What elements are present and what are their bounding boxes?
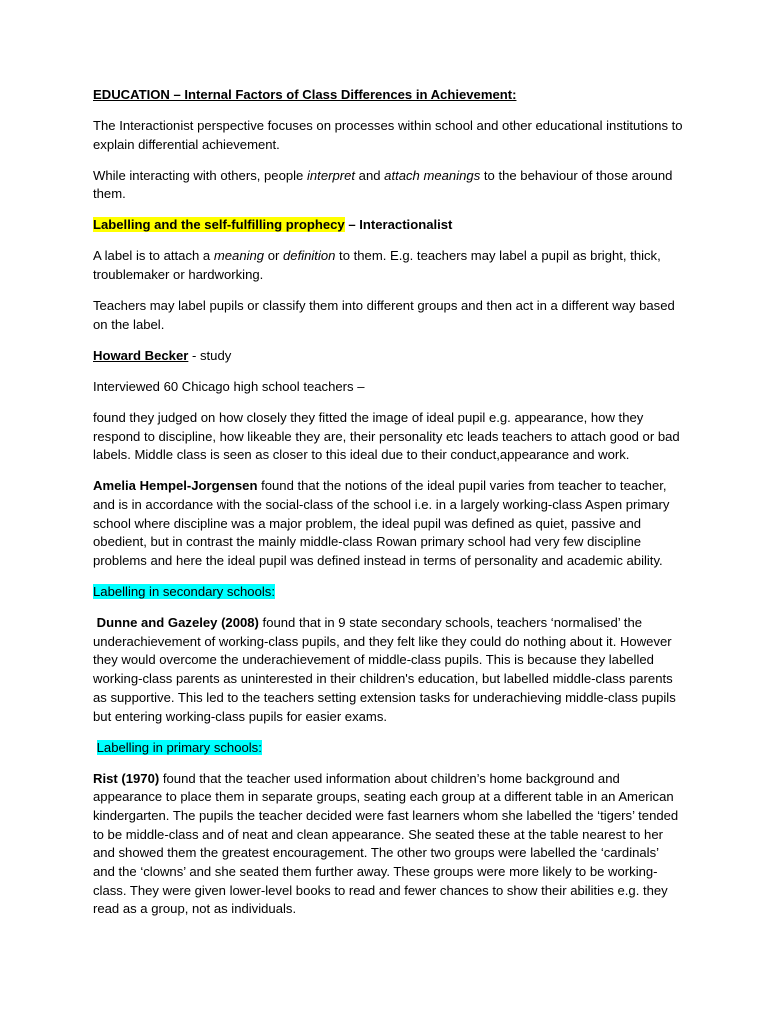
highlighted-heading: Labelling in primary schools: <box>96 739 262 755</box>
becker-line: Interviewed 60 Chicago high school teachers – <box>93 378 365 394</box>
rist-paragraph: Rist (1970) found that the teacher used information about children’s home background and appearance to place them in separate groups, seating each group at a different table in an American kindergarten. The pupils the teacher decided were fast learners whom she labelled the ‘tigers’ tended to be middle-class and of neat and clean appearance. She seated these at the table nearest to her and showed them the greatest encouragement. The other two groups were labelled the ‘cardinals’ and the ‘clowns’ and she seated them further away. These groups were more likely to be working-class. They were given lower-level books to read and fewer chances to show their abilities e.g. they read as a group, not as individuals. <box>93 770 679 917</box>
highlighted-heading: Labelling in secondary schools: <box>93 584 275 600</box>
becker-heading: Howard Becker - study <box>93 347 232 363</box>
label-paragraph-2: Teachers may label pupils or classify them into different groups and then act in a different way based on the label. <box>93 298 675 332</box>
label-definition-paragraph: A label is to attach a meaning or definition to them. E.g. teachers may label a pupil as bright, thick, troublemaker or hardworking. <box>93 248 661 283</box>
becker-paragraph: found they judged on how closely they fitted the image of ideal pupil e.g. appearance, how they respond to discipline, how likeable they are, their personality etc leads teachers to attach good or bad labels. Middle class is seen as closer to this ideal due to their conduct,appearance and work. <box>93 409 680 463</box>
section-heading-primary <box>93 739 683 758</box>
intro-paragraph-1: The Interactionist perspective focuses on processes within school and other educational institutions to explain differential achievement. <box>93 118 683 152</box>
intro-paragraph-2: While interacting with others, people interpret and attach meanings to the behaviour of those around them. <box>93 167 673 202</box>
document-page <box>93 86 683 931</box>
highlighted-heading: Labelling and the self-fulfilling prophecy <box>93 217 345 233</box>
hempel-paragraph: Amelia Hempel-Jorgensen found that the notions of the ideal pupil varies from teacher to teacher, and is in accordance with the social-class of the school i.e. in a largely working-class Aspen primary school where discipline was a major problem, the ideal pupil was defined as quiet, passive and obedient, but in contrast the mainly middle-class Rowan primary school had very few discipline problems and here the ideal pupil was defined instead in terms of personality and academic ability. <box>93 478 670 569</box>
section-heading-secondary <box>93 583 683 602</box>
dunne-paragraph: Dunne and Gazeley (2008) found that in 9 state secondary schools, teachers ‘normalised’ the underachievement of working-class pupils, and they felt like they could do nothing about it. However they would overcome the underachievement of middle-class pupils. This is because they labelled working-class parents as uninterested in their children's education, but labelled middle-class parents as supportive. This led to the teachers setting extension tasks for underachieving middle-class pupils but entering working-class pupils for easier exams. <box>93 615 676 724</box>
document-title: EDUCATION – Internal Factors of Class Differences in Achievement: <box>93 87 517 102</box>
section-heading-labelling: Labelling and the self-fulfilling prophecy – Interactionalist <box>93 217 453 233</box>
